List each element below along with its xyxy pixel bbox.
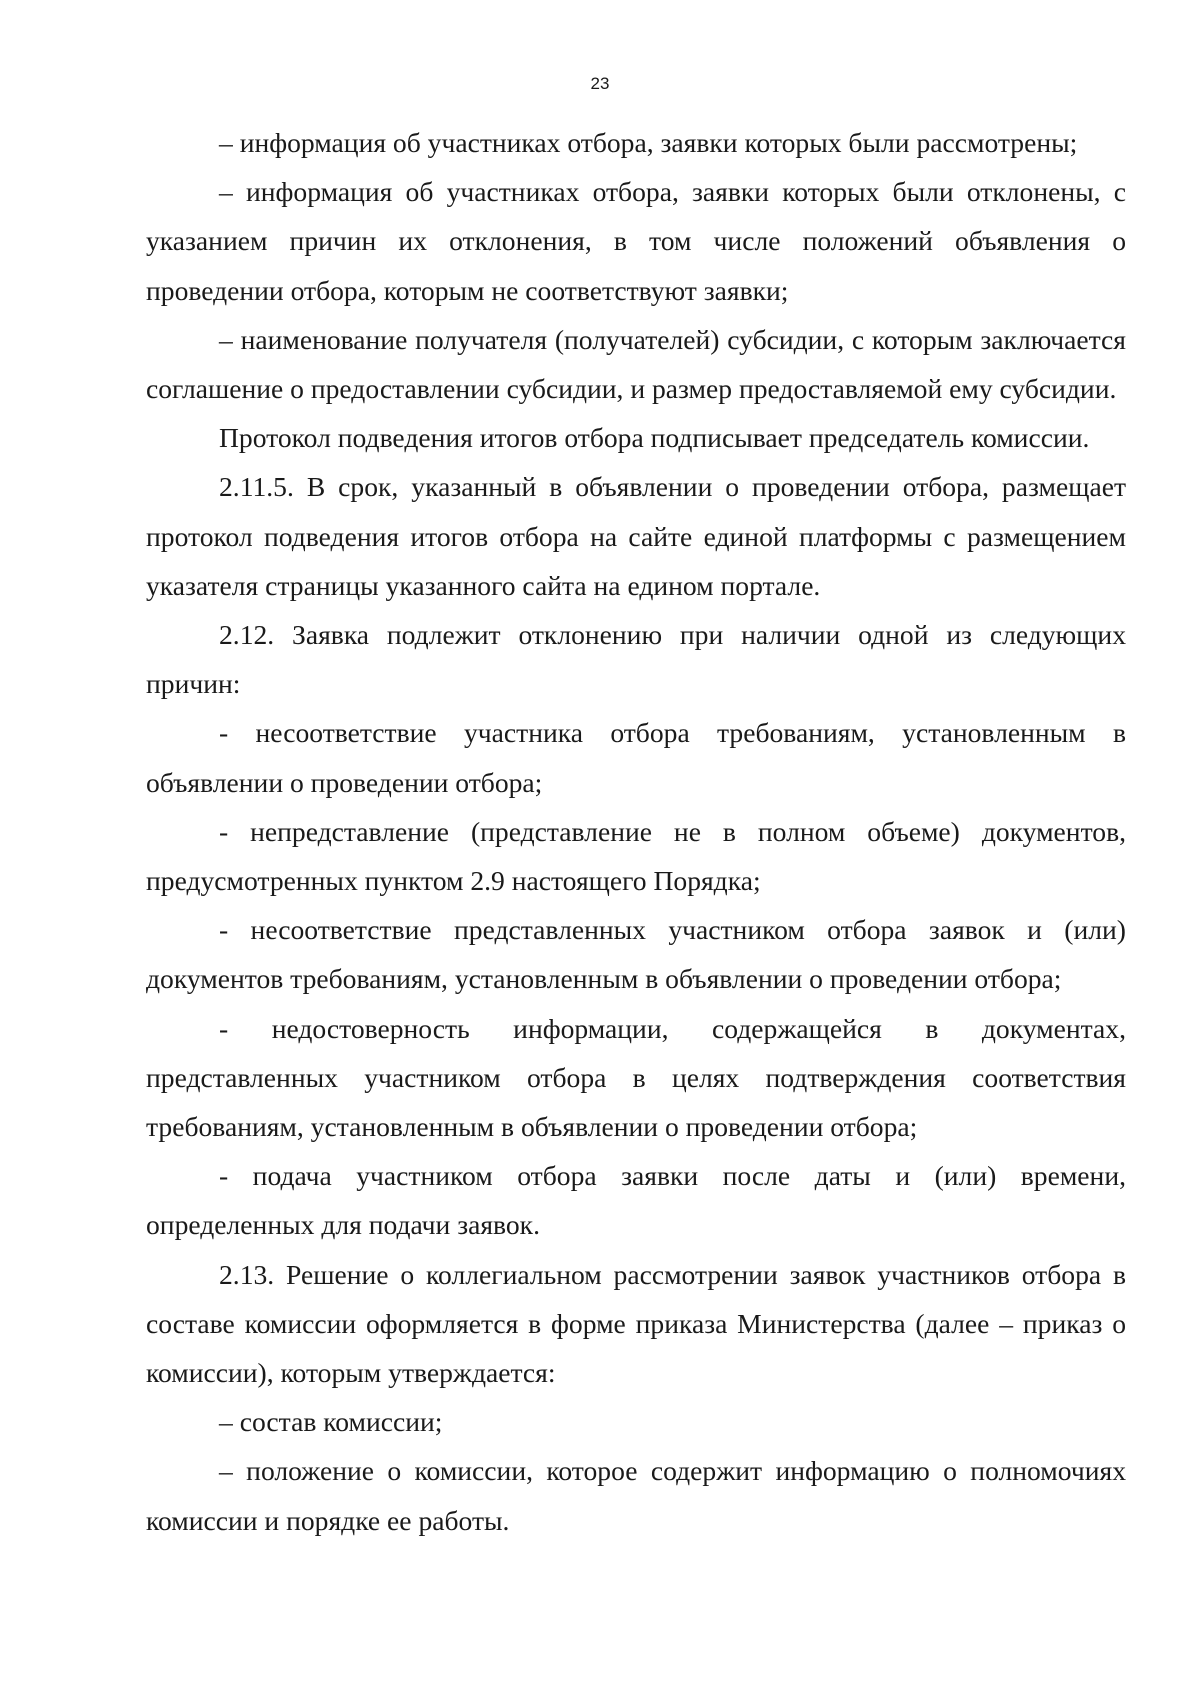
paragraph-rejection-reason-5: - подача участником отбора заявки после даты и (или) времени, определенных для подачи заявок. [146,1160,1126,1241]
paragraph-2-11-5: 2.11.5. В срок, указанный в объявлении о проведении отбора, размещает протокол подведения итогов отбора на сайте единой платформы с размещением указателя страницы указанного сайта на едином портале. [146,471,1126,601]
page-number: 23 [590,74,610,93]
paragraph-rejection-reason-4: - недостоверность информации, содержащейся в документах, представленных участником отбора в целях подтверждения соответствия требованиям, установленным в объявлении о проведении отбора; [146,1012,1126,1143]
paragraph-rejection-reason-3: - несоответствие представленных участником отбора заявок и (или) документов требованиям, установленным в объявлении о проведении отбора; [146,914,1126,995]
paragraph-2-13: 2.13. Решение о коллегиальном рассмотрении заявок участников отбора в составе комиссии оформляется в форме приказа Министерства (далее – приказ о комиссии), которым утверждается: [146,1258,1126,1389]
paragraph-commission-regulation: – положение о комиссии, которое содержит информацию о полномочиях комиссии и порядке ее работы. [146,1455,1126,1536]
paragraph-commission-composition: – состав комиссии; [219,1406,443,1438]
paragraph-2-12: 2.12. Заявка подлежит отклонению при наличии одной из следующих причин: [146,619,1126,700]
paragraph-subsidy-recipient: – наименование получателя (получателей) субсидии, с которым заключается соглашение о предоставлении субсидии, и размер предоставляемой ему субсидии. [146,323,1126,405]
paragraph-considered-applicants: – информация об участниках отбора, заявки которых были рассмотрены; [219,127,1078,158]
document-body [146,118,1126,1545]
paragraph-protocol-signature: Протокол подведения итогов отбора подписывает председатель комиссии. [219,422,1090,454]
paragraph-rejection-reason-2: - непредставление (представление не в полном объеме) документов, предусмотренных пунктом 2.9 настоящего Порядка; [146,815,1126,897]
paragraph-rejected-applicants: – информация об участниках отбора, заявки которых были отклонены, с указанием причин их отклонения, в том числе положений объявления о проведении отбора, которым не соответствуют заявки; [146,176,1126,306]
paragraph-rejection-reason-1: - несоответствие участника отбора требованиям, установленным в объявлении о проведении отбора; [146,717,1126,798]
